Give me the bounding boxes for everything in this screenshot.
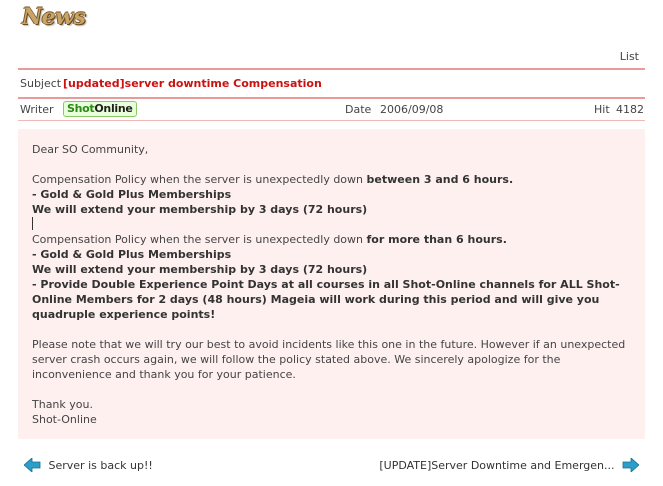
page-title: News	[22, 4, 86, 30]
policy2-line4	[32, 277, 631, 322]
divider	[18, 97, 645, 99]
hit-label: Hit	[594, 103, 610, 116]
policy1-bold: between 3 and 6 hours.	[366, 173, 514, 186]
policy2-double-exp: - Provide Double Experience Point Days at all courses in all Shot-Online channels for ALL Shot-Online Members for 2 days (48 hours) Mageia will work during this period and will give you quadruple experience points!	[32, 278, 620, 321]
policy2-line3	[32, 262, 631, 277]
notice: Please note that we will try our best to avoid incidents like this one in the future. However if an unexpected server crash occurs again, we will follow the policy stated above. We sincerely apologize for the inconvenience and thank you for your patience.	[32, 338, 626, 381]
signature: Shot-Online	[32, 413, 97, 426]
next-post-label: [UPDATE]Server Downtime and Emergen...	[379, 458, 615, 472]
divider	[18, 120, 645, 121]
divider	[18, 68, 645, 70]
subject-label: Subject	[20, 77, 62, 90]
text-cursor-line	[32, 217, 631, 232]
thanks: Thank you.	[32, 398, 93, 411]
policy1-line2	[32, 187, 631, 202]
prev-post-label: Server is back up!!	[48, 458, 153, 472]
policy1-line1	[32, 172, 631, 187]
text-cursor-icon	[32, 217, 33, 230]
badge-part-2: Online	[94, 102, 133, 115]
subject-text: [updated]server downtime Compensation	[63, 77, 322, 90]
prev-post-link[interactable]	[24, 458, 153, 474]
policy2-lead: Compensation Policy when the server is unexpectedly down	[32, 233, 367, 246]
policy1-extension: We will extend your membership by 3 days (72 hours)	[32, 203, 368, 216]
policy2-bold: for more than 6 hours.	[366, 233, 507, 246]
policy2-membership: - Gold & Gold Plus Memberships	[32, 248, 232, 261]
badge-part-1: Shot	[67, 102, 95, 115]
policy1-membership: - Gold & Gold Plus Memberships	[32, 188, 232, 201]
writer-badge	[63, 101, 137, 117]
list-link[interactable]: List	[619, 50, 639, 63]
arrow-right-icon	[622, 458, 639, 472]
next-post-link[interactable]	[379, 458, 639, 474]
policy2-extension: We will extend your membership by 3 days (72 hours)	[32, 263, 368, 276]
date-value: 2006/09/08	[380, 103, 444, 116]
policy1-line3	[32, 202, 631, 217]
greeting: Dear SO Community,	[32, 143, 149, 156]
policy2-line1	[32, 232, 631, 247]
arrow-left-icon	[24, 458, 41, 472]
policy1-lead: Compensation Policy when the server is unexpectedly down	[32, 173, 367, 186]
writer-label: Writer	[20, 103, 54, 116]
hit-value: 4182	[616, 103, 644, 116]
article-body	[18, 129, 645, 439]
date-label: Date	[345, 103, 372, 116]
policy2-line2	[32, 247, 631, 262]
